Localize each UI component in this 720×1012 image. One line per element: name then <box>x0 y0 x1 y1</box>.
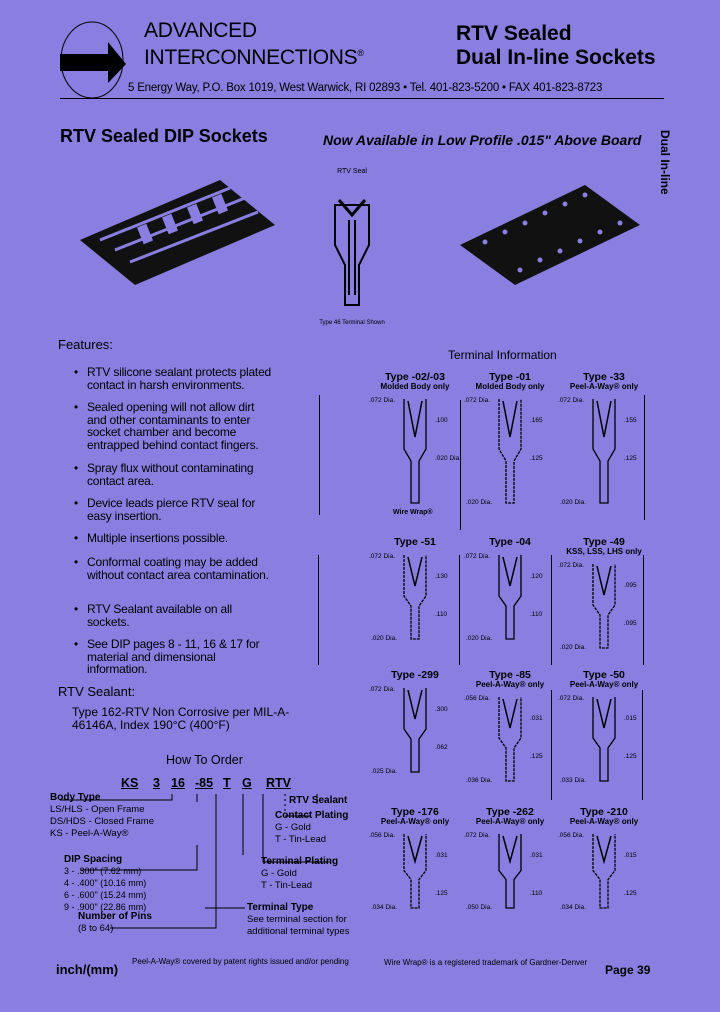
terminal-type-subtitle: Peel-A-Way® only <box>475 817 545 826</box>
contact-plating-label: Contact Plating <box>275 810 349 821</box>
page-title <box>456 22 656 70</box>
rtv-label <box>289 795 347 807</box>
terminal-drawing <box>462 551 558 651</box>
terminal-pin-icon <box>495 693 525 787</box>
terminal-type-label: Terminal Type <box>247 902 314 913</box>
feature-item: • Multiple insertions possible. <box>74 532 274 545</box>
terminal-type-cell <box>367 669 463 784</box>
title-line1: RTV Sealed <box>456 22 572 45</box>
dimension-label: .031 <box>435 852 448 859</box>
dimension-label: .020 Dia. <box>371 635 398 642</box>
dimension-label: .125 <box>624 455 637 462</box>
body-type-option: KS - Peel-A-Way® <box>50 828 129 839</box>
terminal-type-subtitle: Peel-A-Way® only <box>569 817 639 826</box>
terminal-pin-icon <box>495 395 525 509</box>
dimension-label: .072 Dia. <box>558 562 585 569</box>
terminal-pin-icon <box>400 830 430 914</box>
terminal-pin-icon <box>589 560 619 654</box>
terminal-type-cell <box>556 371 652 515</box>
body-type-group <box>50 792 154 840</box>
terminal-drawing <box>462 693 558 793</box>
feature-item: • Spray flux without contaminating contact area. <box>74 462 274 487</box>
terminal-pin-icon <box>495 830 525 914</box>
terminal-type-title: Type -85 <box>489 669 531 681</box>
terminal-drawing <box>556 693 652 793</box>
terminal-type-subtitle: Peel-A-Way® only <box>475 680 545 689</box>
terminal-type-cell <box>367 371 463 515</box>
dimension-label: .025 Dia. <box>371 768 398 775</box>
terminal-type-cell <box>556 536 652 660</box>
terminal-drawing <box>556 395 652 515</box>
company-logo <box>60 20 130 105</box>
terminal-cutaway-image <box>312 168 392 326</box>
rtv-seal-callout: RTV Seal <box>337 168 367 175</box>
feature-text: Device leads pierce RTV seal for easy insertion. <box>87 496 256 523</box>
terminal-type-title: Type -01 <box>489 371 531 383</box>
terminal-type-cell <box>462 371 558 515</box>
feature-text: Sealed opening will not allow dirt and other contaminants to enter socket chamber and become entrapped behind contact fingers. <box>87 400 259 452</box>
features-heading: Features: <box>58 337 113 352</box>
side-tab: Dual In-line <box>658 130 672 195</box>
arrow-logo-icon <box>60 20 130 100</box>
dimension-label: .100 <box>435 417 448 424</box>
header-divider <box>60 98 664 99</box>
terminal-type-title: Type -262 <box>486 806 534 818</box>
feature-text: RTV silicone sealant protects plated contact in harsh environments. <box>87 365 272 392</box>
dimension-label: .072 Dia. <box>558 397 585 404</box>
terminal-type-subtitle: Molded Body only <box>475 382 545 391</box>
terminal-plating-option: T - Tin-Lead <box>261 880 313 891</box>
terminal-drawing <box>462 395 558 515</box>
feature-text: Spray flux without contaminating contact area. <box>87 461 254 488</box>
terminal-pin-icon <box>400 684 430 778</box>
dimension-label: .031 <box>530 852 543 859</box>
dimension-label: .072 Dia. <box>464 397 491 404</box>
dimension-label: .020 Dia. <box>466 635 493 642</box>
dimension-label: .020 Dia. <box>466 499 493 506</box>
terminal-drawing <box>556 560 652 660</box>
dimension-label: .120 <box>530 573 543 580</box>
section-title: RTV Sealed DIP Sockets <box>60 126 268 146</box>
dimension-label: .020 Dia. <box>560 499 587 506</box>
feature-text: Multiple insertions possible. <box>87 531 228 545</box>
terminal-drawing <box>367 684 463 784</box>
terminal-drawing <box>367 551 463 651</box>
terminal-type-text: See terminal section for <box>247 914 347 925</box>
terminal-type-title: Type -33 <box>583 371 625 383</box>
body-type-option: DS/HDS - Closed Frame <box>50 816 154 827</box>
code-terminal-plating: T <box>223 776 231 790</box>
terminal-drawing <box>556 830 652 920</box>
dimension-label: .125 <box>624 753 637 760</box>
terminal-pin-icon <box>589 395 619 509</box>
trademark-note: Wire Wrap® is a registered trademark of Gardner-Denver <box>384 958 588 967</box>
sealant-heading: RTV Sealant: <box>58 684 136 699</box>
feature-item: • RTV silicone sealant protects plated contact in harsh environments. <box>74 366 274 391</box>
company-address: 5 Energy Way, P.O. Box 1019, West Warwick, RI 02893 • Tel. 401-823-5200 • FAX 401-823-8723 <box>128 82 603 94</box>
terminal-type-subtitle: Peel-A-Way® only <box>569 680 639 689</box>
dip-spacing-option: 6 - .600" (15.24 mm) <box>64 890 147 900</box>
feature-item: • See DIP pages 8 - 11, 16 & 17 for material and dimensional information. <box>74 638 274 676</box>
terminal-pin-icon <box>495 551 525 645</box>
dimension-label: .050 Dia. <box>466 904 493 911</box>
dip-spacing-option: 9 - .900" (22.86 mm) <box>64 902 147 912</box>
feature-item: • RTV Sealant available on all sockets. <box>74 603 274 628</box>
units-label: inch/(mm) <box>56 962 119 977</box>
terminal-type-title: Type -210 <box>580 806 628 818</box>
pins-group <box>78 911 152 935</box>
feature-text: RTV Sealant available on all sockets. <box>87 602 232 629</box>
dip-spacing-group <box>64 854 146 914</box>
contact-plating-option: G - Gold <box>275 822 311 833</box>
dimension-label: .130 <box>435 573 448 580</box>
feature-item: • Sealed opening will not allow dirt and other contaminants to enter socket chamber and become entrapped behind contact fingers. <box>74 401 274 451</box>
dimension-label: .125 <box>530 455 543 462</box>
code-rtv: RTV <box>266 776 291 790</box>
dimension-label: .034 Dia. <box>371 904 398 911</box>
terminal-callout: Type 46 Terminal Shown <box>319 320 385 326</box>
dimension-label: .056 Dia. <box>464 695 491 702</box>
terminal-drawing <box>367 395 463 515</box>
dimension-label: .110 <box>435 611 448 618</box>
sealant-text: Type 162-RTV Non Corrosive per MIL-A-46146A, Index 190°C (400°F) <box>72 705 290 732</box>
dimension-label: .095 <box>624 582 637 589</box>
terminal-info-heading: Terminal Information <box>448 348 557 362</box>
terminal-plating-group <box>261 856 338 892</box>
terminal-type-cell <box>367 806 463 920</box>
terminal-type-title: Type -176 <box>391 806 439 818</box>
dimension-label: .020 Dia. <box>435 455 462 462</box>
code-body-type: KS <box>121 776 139 790</box>
terminal-type-cell <box>462 806 558 920</box>
dimension-label: .072 Dia. <box>464 553 491 560</box>
order-heading: How To Order <box>166 753 243 767</box>
dimension-label: .056 Dia. <box>369 832 396 839</box>
body-type-option: LS/HLS - Open Frame <box>50 804 145 815</box>
body-type-label: Body Type <box>50 792 101 803</box>
contact-plating-group <box>275 810 348 846</box>
dip-spacing-label: DIP Spacing <box>64 854 123 865</box>
code-dip-spacing: 3 <box>153 776 160 790</box>
socket-image-right <box>455 170 645 295</box>
terminal-pin-icon <box>400 395 430 509</box>
terminal-type-cell <box>556 669 652 793</box>
dimension-label: .300 <box>435 706 448 713</box>
feature-item: • Conformal coating may be added without contact area contamination. <box>74 556 274 581</box>
title-line2: Dual In-line Sockets <box>456 46 656 69</box>
terminal-type-title: Type -02/-03 <box>385 371 445 383</box>
dimension-label: .072 Dia. <box>558 695 585 702</box>
dimension-label: .072 Dia. <box>464 832 491 839</box>
terminal-type-cell <box>556 806 652 920</box>
dimension-label: .015 <box>624 852 637 859</box>
page-number: Page 39 <box>605 963 651 977</box>
terminal-note: Wire Wrap® <box>393 509 433 516</box>
terminal-plating-label: Terminal Plating <box>261 856 339 867</box>
dimension-label: .062 <box>435 744 448 751</box>
dimension-label: .110 <box>530 611 543 618</box>
dimension-label: .125 <box>624 890 637 897</box>
terminal-drawing <box>462 830 558 920</box>
pins-range: (8 to 64) <box>78 923 114 934</box>
code-contact-plating: G <box>242 776 252 790</box>
dimension-label: .072 Dia. <box>369 553 396 560</box>
terminal-type-subtitle: Peel-A-Way® only <box>569 382 639 391</box>
terminal-type-title: Type -49 <box>583 536 625 548</box>
terminal-type-subtitle: KSS, LSS, LHS only <box>566 547 642 556</box>
terminal-type-subtitle: Molded Body only <box>380 382 450 391</box>
dimension-label: .155 <box>624 417 637 424</box>
terminal-type-title: Type -50 <box>583 669 625 681</box>
feature-text: See DIP pages 8 - 11, 16 & 17 for material and dimensional information. <box>87 637 260 676</box>
feature-text: Conformal coating may be added without contact area contamination. <box>87 555 269 582</box>
terminal-pin-icon <box>400 551 430 645</box>
terminal-type-title: Type -04 <box>489 536 531 548</box>
terminal-type-cell <box>367 536 463 651</box>
dimension-label: .125 <box>435 890 448 897</box>
company-name-line1: ADVANCED <box>144 19 257 42</box>
code-pins: 16 <box>171 776 185 790</box>
patent-note: Peel-A-Way® covered by patent rights issued and/or pending <box>132 957 349 966</box>
dimension-label: .034 Dia. <box>560 904 587 911</box>
terminal-drawing <box>367 830 463 920</box>
dip-spacing-option: 3 - .300" (7.62 mm) <box>64 866 142 876</box>
dip-spacing-option: 4 - .400" (10.16 mm) <box>64 878 147 888</box>
dimension-label: .072 Dia. <box>369 397 396 404</box>
contact-plating-option: T - Tin-Lead <box>275 834 327 845</box>
company-name-line2: INTERCONNECTIONS <box>144 46 358 69</box>
terminal-type-group <box>247 902 349 938</box>
code-terminal-type: -85 <box>195 776 214 790</box>
terminal-plating-option: G - Gold <box>261 868 297 879</box>
terminal-pin-icon <box>589 693 619 787</box>
divider <box>319 395 320 515</box>
terminal-type-title: Type -299 <box>391 669 439 681</box>
rtv-label-text: RTV Sealant <box>289 795 348 806</box>
dimension-label: .031 <box>530 715 543 722</box>
terminal-type-cell <box>462 536 558 651</box>
terminal-type-title: Type -51 <box>394 536 436 548</box>
dimension-label: .165 <box>530 417 543 424</box>
socket-image-left <box>70 170 280 295</box>
dimension-label: .125 <box>530 753 543 760</box>
terminal-type-text: additional terminal types <box>247 926 350 937</box>
terminal-pin-icon <box>589 830 619 914</box>
dimension-label: .095 <box>624 620 637 627</box>
terminal-type-cell <box>462 669 558 793</box>
dimension-label: .072 Dia. <box>369 686 396 693</box>
dimension-label: .020 Dia. <box>560 644 587 651</box>
availability-note: Now Available in Low Profile .015" Above Board <box>323 132 642 148</box>
terminal-type-subtitle: Peel-A-Way® only <box>380 817 450 826</box>
pins-label: Number of Pins <box>78 911 152 922</box>
registered-mark: ® <box>357 48 364 58</box>
dimension-label: .033 Dia. <box>560 777 587 784</box>
dimension-label: .015 <box>624 715 637 722</box>
company-name <box>144 20 364 69</box>
divider <box>318 555 319 665</box>
feature-item: • Device leads pierce RTV seal for easy insertion. <box>74 497 274 522</box>
dimension-label: .110 <box>530 890 543 897</box>
dimension-label: .056 Dia. <box>558 832 585 839</box>
dimension-label: .036 Dia. <box>466 777 493 784</box>
